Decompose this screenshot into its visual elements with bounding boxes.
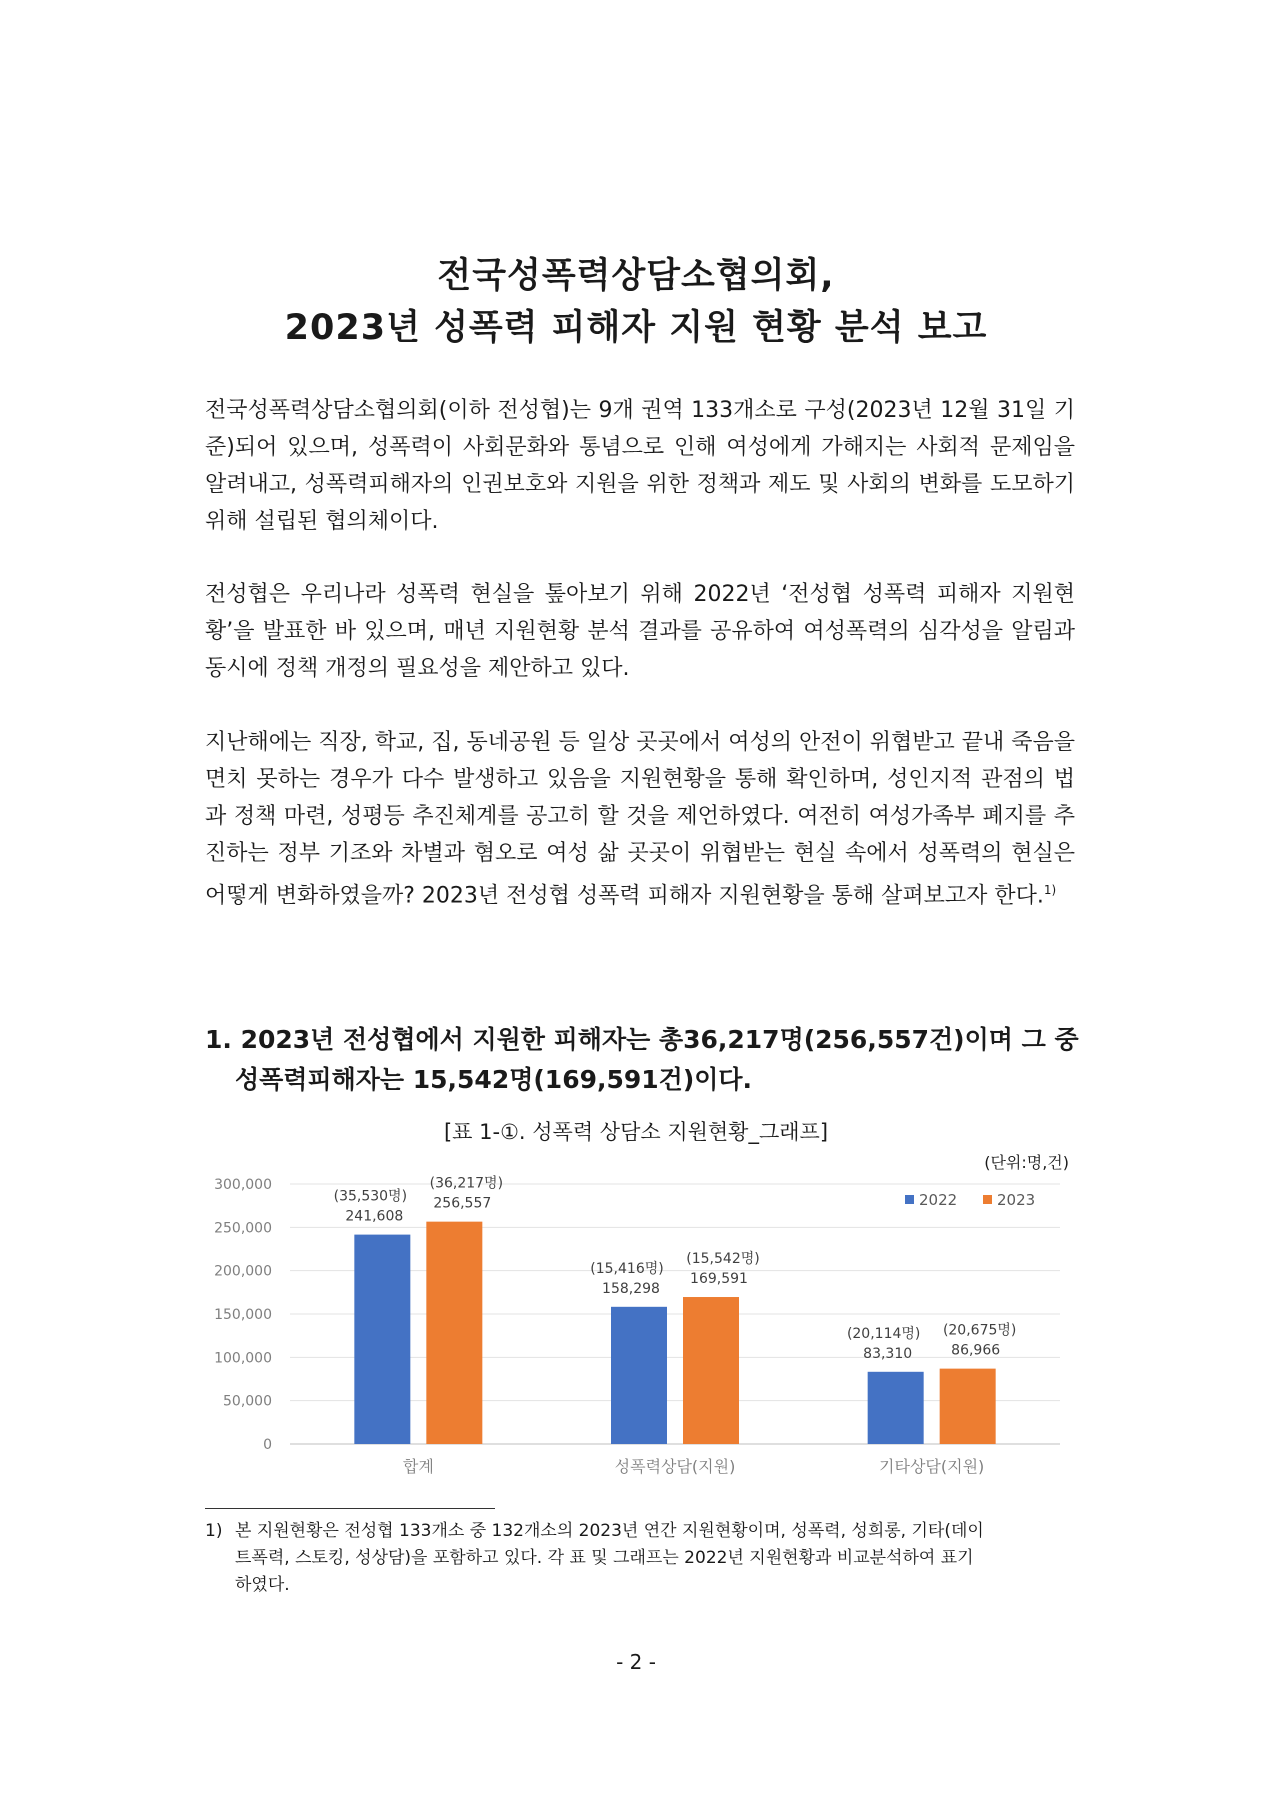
x-category-label: 합계 — [402, 1457, 434, 1476]
person-count-label: (35,530명) — [333, 1188, 408, 1205]
person-count-label: (15,416명) — [590, 1260, 664, 1277]
footnote-line3: 하였다. — [235, 1575, 290, 1595]
legend-swatch-2022 — [905, 1195, 914, 1204]
footnote — [205, 1518, 1075, 1599]
chart-unit: (단위:명,건) — [984, 1153, 1069, 1172]
data-label: 169,591 — [690, 1271, 748, 1288]
x-category-label: 성폭력상담(지원) — [614, 1457, 736, 1476]
paragraph-context — [205, 724, 1075, 914]
paragraph-intro: 전국성폭력상담소협의회(이하 전성협)는 9개 권역 133개소로 구성(2023년 12월 31일 기준)되어 있으며, 성폭력이 사회문화와 통념으로 인해 여성에게 가해지는 사회적 문제임을 알려내고, 성폭력피해자의 인권보호와 지원을 위한 정책과 제도 및 사회의 변화를 도모하기 위해 설립된 협의체이다. — [205, 398, 1075, 534]
footnote-reference: 1) — [1043, 883, 1057, 897]
footnote-line1: 본 지원현황은 전성협 133개소 중 132개소의 2023년 연간 지원현황이며, 성폭력, 성희롱, 기타(데이 — [235, 1521, 984, 1541]
y-tick-label: 300,000 — [214, 1177, 272, 1193]
paragraph-context-text: 지난해에는 직장, 학교, 집, 동네공원 등 일상 곳곳에서 여성의 안전이 위협받고 끝내 죽음을 면치 못하는 경우가 다수 발생하고 있음을 지원현황을 통해 확인하며, 성인지적 관점의 법과 정책 마련, 성평등 추진체계를 공고히 할 것을 제언하였다. 여전히 여성가족부 폐지를 추진하는 정부 기조와 차별과 혐오로 여성 삶 곳곳이 위협받는 현실 속에서 성폭력의 현실은 어떻게 변화하였을까? 2023년 전성협 성폭력 피해자 지원현황을 통해 살펴보고자 한다. — [205, 730, 1075, 909]
legend-label: 2022 — [919, 1191, 958, 1209]
legend-swatch-2023 — [983, 1195, 992, 1204]
bar-2023 — [426, 1222, 482, 1444]
document-title-line2: 2023년 성폭력 피해자 지원 현황 분석 보고 — [284, 308, 988, 348]
data-label: 86,966 — [951, 1342, 1001, 1359]
bar-chart — [205, 1162, 1075, 1492]
section-heading-line1: 1. 2023년 전성협에서 지원한 피해자는 총36,217명(256,557건)이며 그 중 — [205, 1025, 1079, 1054]
person-count-label: (36,217명) — [429, 1175, 504, 1192]
y-tick-label: 100,000 — [214, 1350, 272, 1367]
person-count-label: (15,542명) — [686, 1251, 760, 1268]
footnote-divider — [205, 1508, 495, 1509]
bar-2023 — [683, 1297, 739, 1444]
y-tick-label: 50,000 — [223, 1393, 272, 1410]
x-category-label: 기타상담(지원) — [879, 1457, 985, 1476]
data-label: 256,557 — [433, 1195, 492, 1212]
person-count-label: (20,114명) — [846, 1325, 921, 1342]
document-title-line1: 전국성폭력상담소협의회, — [437, 256, 835, 296]
person-count-label: (20,675명) — [942, 1322, 1017, 1339]
bar-2022 — [611, 1307, 667, 1444]
bar-2023 — [940, 1369, 996, 1444]
y-tick-label: 0 — [263, 1437, 272, 1453]
y-tick-label: 150,000 — [214, 1307, 272, 1323]
data-label: 83,310 — [863, 1345, 913, 1362]
bar-2022 — [354, 1235, 410, 1444]
paragraph-background: 전성협은 우리나라 성폭력 현실을 톺아보기 위해 2022년 ‘전성협 성폭력 피해자 지원현황’을 발표한 바 있으며, 매년 지원현황 분석 결과를 공유하여 여성폭력의 심각성을 알림과 동시에 정책 개정의 필요성을 제안하고 있다. — [205, 582, 1075, 681]
data-label: 158,298 — [602, 1280, 660, 1297]
y-tick-label: 200,000 — [214, 1263, 272, 1280]
bar-2022 — [868, 1372, 924, 1444]
footnote-line2: 트폭력, 스토킹, 성상담)을 포함하고 있다. 각 표 및 그래프는 2022년 지원현황과 비교분석하여 표기 — [235, 1548, 974, 1568]
legend-label: 2023 — [997, 1191, 1036, 1209]
data-label: 241,608 — [345, 1208, 404, 1225]
footnote-number: 1) — [205, 1521, 223, 1541]
chart-caption: [표 1-①. 성폭력 상담소 지원현황_그래프] — [443, 1120, 829, 1144]
section-heading-line2: 성폭력피해자는 15,542명(169,591건)이다. — [235, 1065, 753, 1094]
page-number: - 2 - — [616, 1650, 656, 1674]
y-tick-label: 250,000 — [214, 1220, 272, 1237]
